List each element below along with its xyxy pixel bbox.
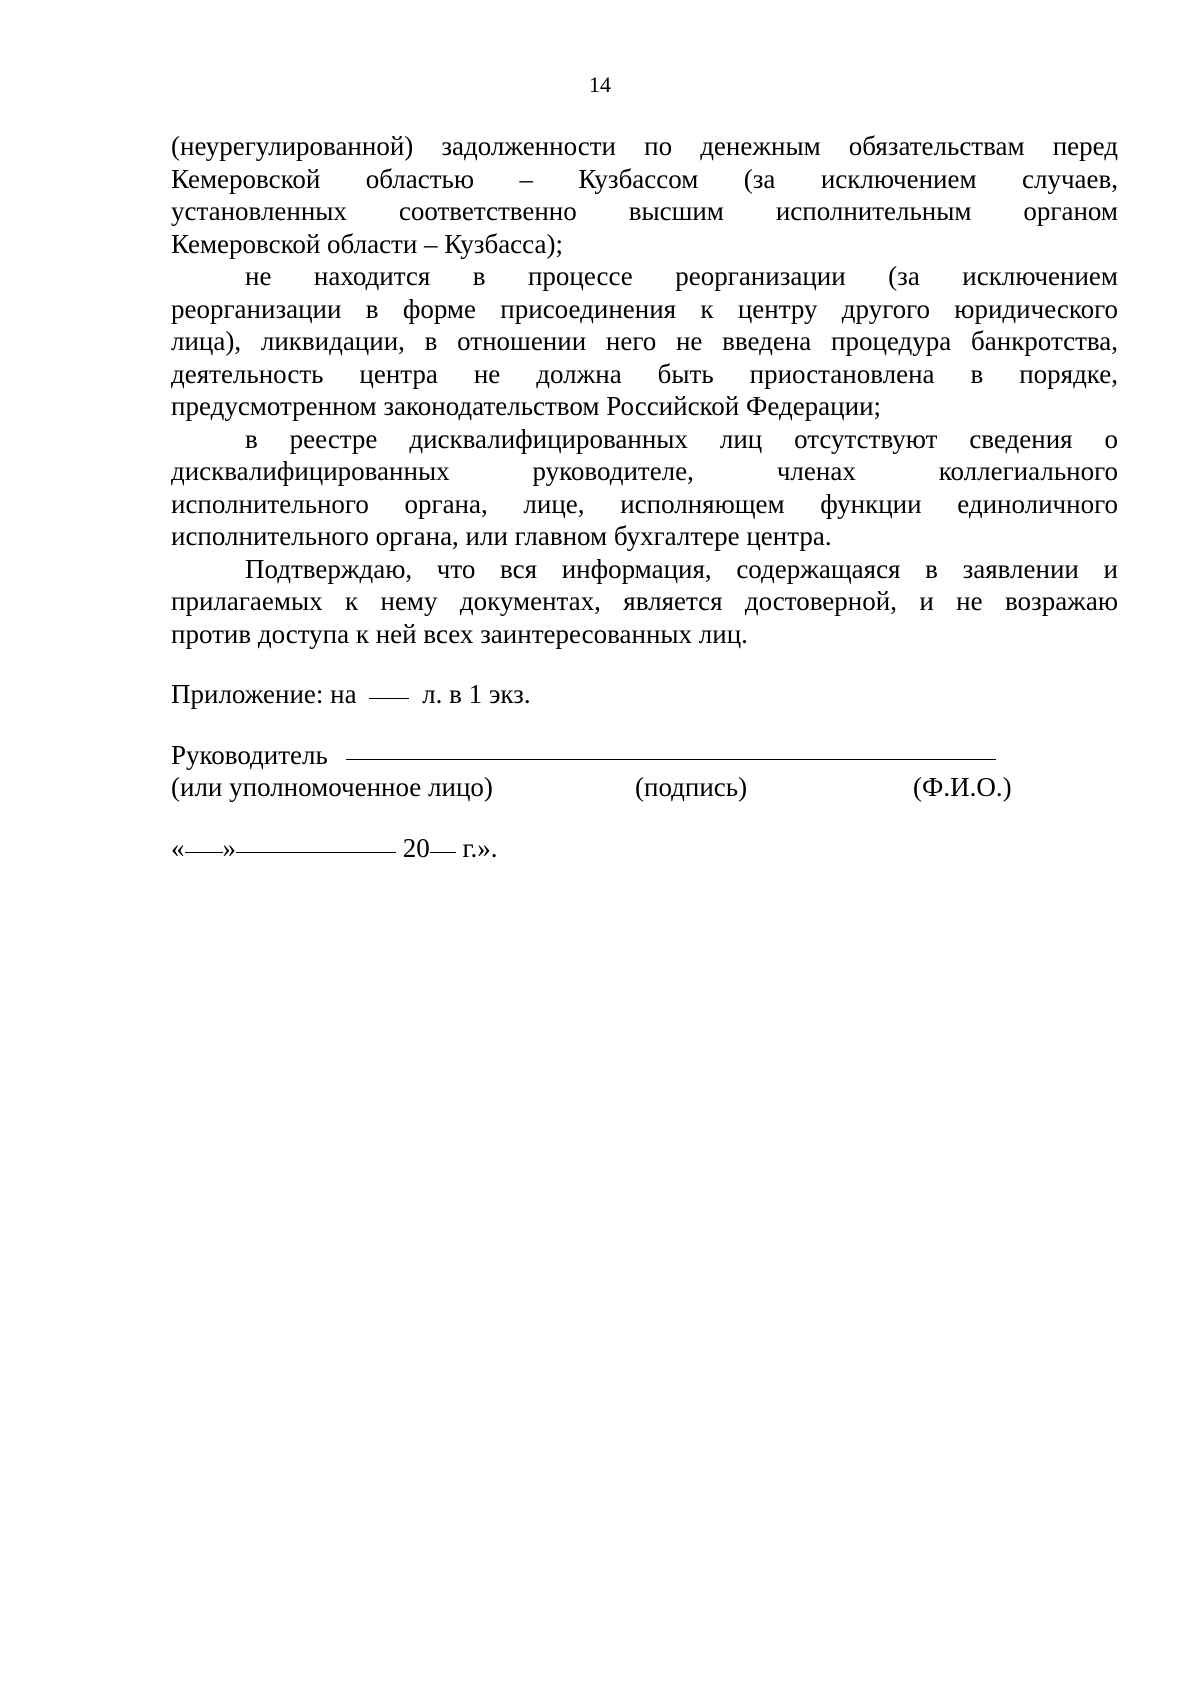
paragraph-reorganization	[171, 260, 1118, 423]
paragraph-confirmation	[171, 553, 1118, 651]
signature-row	[171, 739, 1118, 772]
appendix-pages-blank	[369, 698, 409, 699]
paragraph-debt	[171, 130, 1118, 260]
signature-captions	[171, 771, 1118, 804]
text-line: дисквалифицированных руководителе, членах коллегиального	[171, 456, 1118, 486]
text-line: лица), ликвидации, в отношении него не введена процедура банкротства,	[171, 326, 1118, 356]
text-line: не находится в процессе реорганизации (за исключением	[245, 261, 1118, 291]
appendix-prefix: Приложение: на	[171, 679, 357, 709]
date-line	[171, 832, 1118, 865]
appendix-line	[171, 678, 1118, 711]
date-open-quote: «	[171, 832, 185, 863]
paragraph-disqualified-registry	[171, 423, 1118, 553]
page-number: 14	[589, 72, 611, 97]
appendix-suffix: л. в 1 экз.	[422, 679, 531, 709]
signature-block	[171, 739, 1118, 804]
date-suffix: г.».	[462, 832, 498, 863]
text-line: Подтверждаю, что вся информация, содержащаяся в заявлении и	[245, 553, 1118, 584]
text-line: деятельность центра не должна быть приостановлена в порядке,	[171, 358, 1118, 389]
text-line: прилагаемых к нему документах, является достоверной, и не возражаю	[171, 586, 1118, 616]
text-line: против доступа к ней всех заинтересованных лиц.	[171, 618, 748, 649]
text-line: исполнительного органа, лице, исполняющем функции единоличного	[171, 488, 1118, 519]
caption-authorized-person: (или уполномоченное лицо)	[171, 772, 493, 802]
caption-full-name: (Ф.И.О.)	[913, 772, 1012, 802]
text-line: Кемеровской областью – Кузбассом (за исключением случаев,	[171, 163, 1118, 194]
year-blank	[430, 852, 456, 853]
caption-signature: (подпись)	[635, 772, 748, 802]
text-line: Кемеровской области – Кузбасса);	[171, 228, 563, 259]
document-body	[171, 130, 1118, 864]
date-close-quote: »	[222, 832, 236, 863]
signature-line	[346, 759, 996, 760]
year-prefix: 20	[402, 832, 430, 863]
signature-label: Руководитель	[171, 739, 328, 770]
text-line: исполнительного органа, или главном бухгалтере центра.	[171, 521, 832, 551]
month-blank	[236, 852, 396, 853]
text-line: предусмотренном законодательством Российской Федерации;	[171, 391, 882, 421]
day-blank	[185, 852, 223, 853]
text-line: (неурегулированной) задолженности по денежным обязательствам перед	[171, 131, 1118, 161]
text-line: установленных соответственно высшим исполнительным органом	[171, 196, 1118, 226]
text-line: в реестре дисквалифицированных лиц отсутствуют сведения о	[245, 423, 1118, 454]
text-line: реорганизации в форме присоединения к центру другого юридического	[171, 293, 1118, 324]
